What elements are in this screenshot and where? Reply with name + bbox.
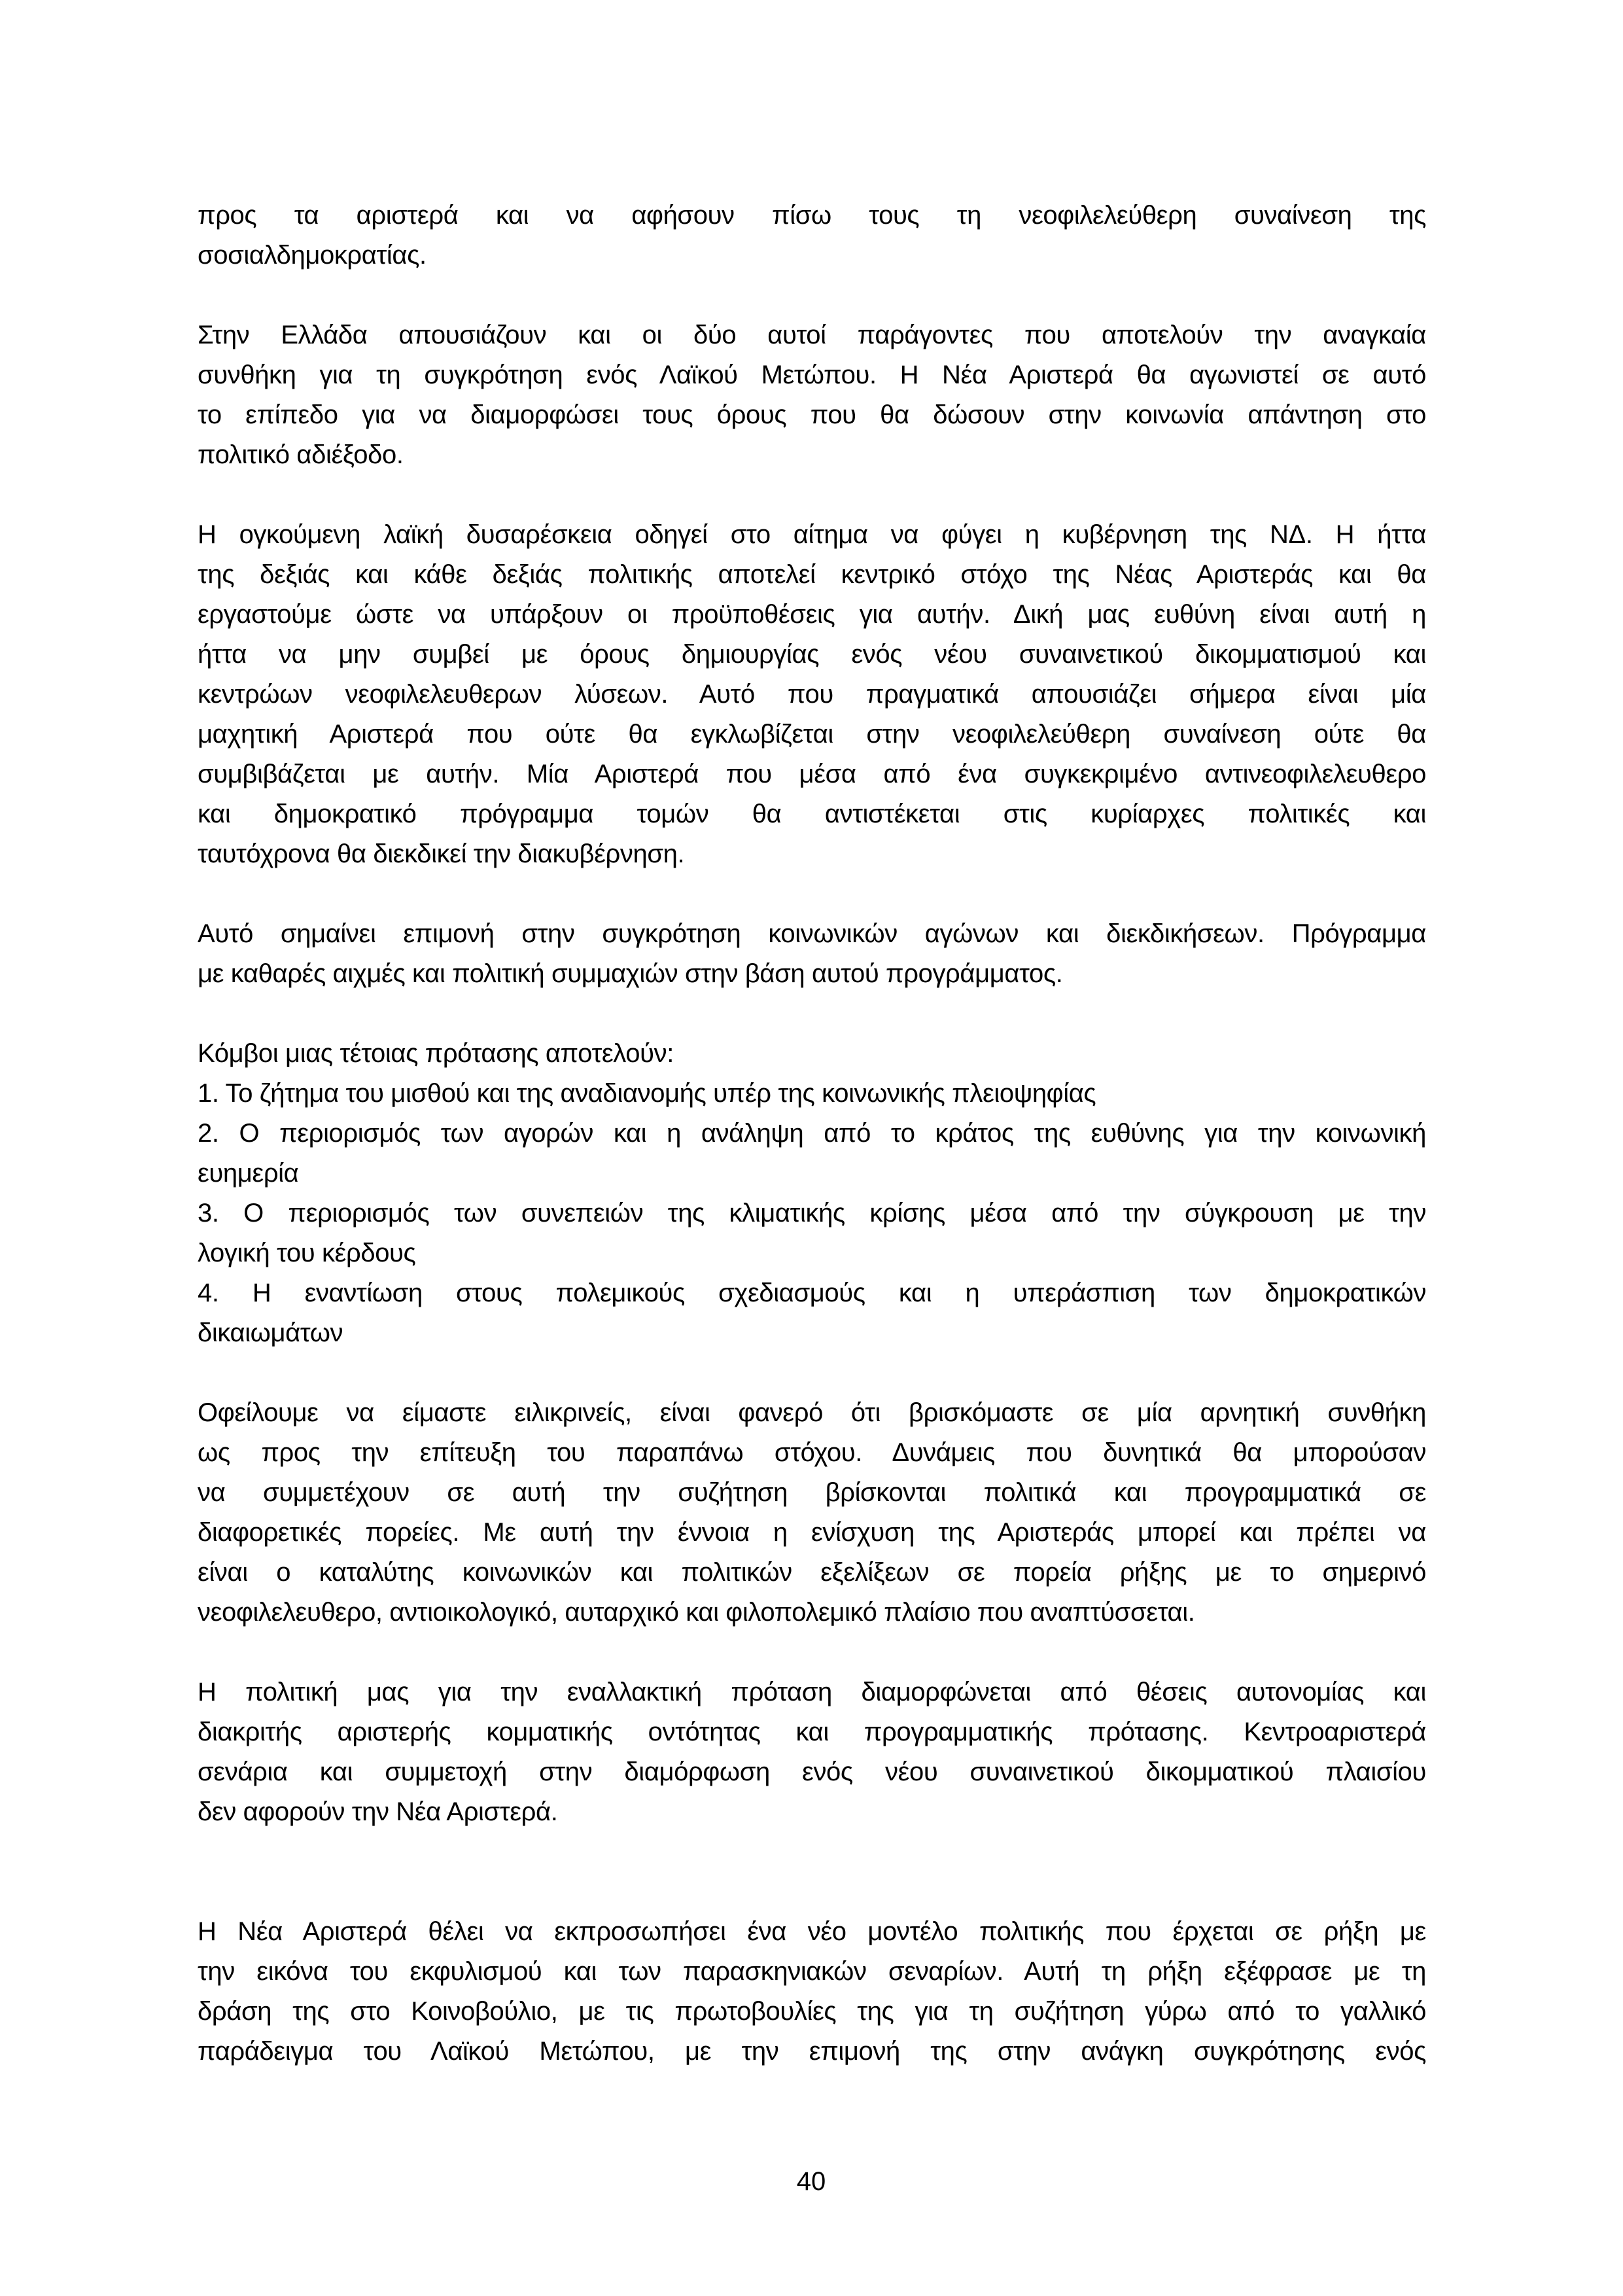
- text-line: είναι ο καταλύτης κοινωνικών και πολιτικών εξελίξεων σε πορεία ρήξης με το σημερινό: [198, 1558, 1426, 1587]
- text-line: και δημοκρατικό πρόγραμμα τομών θα αντιστέκεται στις κυρίαρχες πολιτικές και: [198, 800, 1426, 828]
- paragraph-honesty: [198, 1393, 1426, 1633]
- list-item-3-cont: λογική του κέρδους: [198, 1239, 416, 1267]
- paragraph-new-model: [198, 1912, 1426, 2072]
- text-line: Στην Ελλάδα απουσιάζουν και οι δύο αυτοί παράγοντες που αποτελούν την αναγκαία: [198, 321, 1426, 349]
- text-line: εργαστούμε ώστε να υπάρξουν οι προϋποθέσεις για αυτήν. Δική μας ευθύνη είναι αυτή η: [198, 600, 1426, 629]
- text-line: Η ογκούμενη λαϊκή δυσαρέσκεια οδηγεί στο αίτημα να φύγει η κυβέρνηση της ΝΔ. Η ήττα: [198, 520, 1426, 549]
- paragraph-spacer-double: [198, 1832, 1426, 1912]
- text-line: με καθαρές αιχμές και πολιτική συμμαχιών στην βάση αυτού προγράμματος.: [198, 959, 1063, 988]
- text-line: σενάρια και συμμετοχή στην διαμόρφωση ενός νέου συναινετικού δικομματικού πλαισίου: [198, 1757, 1426, 1786]
- body-text: [198, 196, 1426, 2072]
- list-item-4: 4. Η εναντίωση στους πολεμικούς σχεδιασμούς και η υπεράσπιση των δημοκρατικών: [198, 1279, 1426, 1307]
- text-line: την εικόνα του εκφυλισμού και των παρασκηνιακών σεναρίων. Αυτή τη ρήξη εξέφρασε με τη: [198, 1957, 1426, 1986]
- list-intro: Κόμβοι μιας τέτοιας πρότασης αποτελούν:: [198, 1039, 674, 1068]
- text-line: Η πολιτική μας για την εναλλακτική πρόταση διαμορφώνεται από θέσεις αυτονομίας και: [198, 1678, 1426, 1706]
- paragraph-spacer: [198, 475, 1426, 515]
- text-line: διαφορετικές πορείες. Με αυτή την έννοια η ενίσχυση της Αριστεράς μπορεί και πρέπει να: [198, 1518, 1426, 1547]
- paragraph-discontent: [198, 515, 1426, 874]
- list-item-1: 1. Το ζήτημα του μισθού και της αναδιανομής υπέρ της κοινωνικής πλειοψηφίας: [198, 1079, 1096, 1108]
- list-item-2-cont: ευημερία: [198, 1159, 299, 1188]
- text-line: δράση της στο Κοινοβούλιο, με τις πρωτοβουλίες της για τη συζήτηση γύρω από το γαλλικό: [198, 1997, 1426, 2026]
- paragraph-social-democracy: [198, 196, 1426, 275]
- paragraph-alternative-proposal: [198, 1672, 1426, 1832]
- page-number: 40: [796, 2167, 826, 2196]
- list-item-4-cont: δικαιωμάτων: [198, 1318, 343, 1347]
- text-line: προς τα αριστερά και να αφήσουν πίσω τους τη νεοφιλελεύθερη συναίνεση της: [198, 201, 1426, 230]
- paragraph-spacer: [198, 1633, 1426, 1672]
- paragraph-greece-popular-front: [198, 315, 1426, 475]
- list-item-2: 2. Ο περιορισμός των αγορών και η ανάληψη από το κράτος της ευθύνης για την κοινωνική: [198, 1119, 1426, 1148]
- text-line: μαχητική Αριστερά που ούτε θα εγκλωβίζεται στην νεοφιλελεύθερη συναίνεση ούτε θα: [198, 720, 1426, 749]
- text-line: το επίπεδο για να διαμορφώσει τους όρους που θα δώσουν στην κοινωνία απάντηση στο: [198, 400, 1426, 429]
- text-line: ήττα να μην συμβεί με όρους δημιουργίας ενός νέου συναινετικού δικομματισμού και: [198, 640, 1426, 669]
- paragraph-spacer: [198, 874, 1426, 914]
- paragraph-persistence: [198, 914, 1426, 994]
- text-line: ως προς την επίτευξη του παραπάνω στόχου. Δυνάμεις που δυνητικά θα μπορούσαν: [198, 1438, 1426, 1467]
- text-line: νεοφιλελευθερο, αντιοικολογικό, αυταρχικό και φιλοπολεμικό πλαίσιο που αναπτύσσεται.: [198, 1598, 1195, 1627]
- text-line: Αυτό σημαίνει επιμονή στην συγκρότηση κοινωνικών αγώνων και διεκδικήσεων. Πρόγραμμα: [198, 919, 1426, 948]
- numbered-list-key-points: [198, 1034, 1426, 1353]
- text-line: δεν αφορούν την Νέα Αριστερά.: [198, 1797, 558, 1826]
- text-line: Η Νέα Αριστερά θέλει να εκπροσωπήσει ένα νέο μοντέλο πολιτικής που έρχεται σε ρήξη με: [198, 1917, 1426, 1946]
- text-line: Οφείλουμε να είμαστε ειλικρινείς, είναι φανερό ότι βρισκόμαστε σε μία αρνητική συνθήκη: [198, 1398, 1426, 1427]
- paragraph-spacer: [198, 994, 1426, 1034]
- text-line: συνθήκη για τη συγκρότηση ενός Λαϊκού Μετώπου. Η Νέα Αριστερά θα αγωνιστεί σε αυτό: [198, 361, 1426, 389]
- text-line: παράδειγμα του Λαϊκού Μετώπου, με την επιμονή της στην ανάγκη συγκρότησης ενός: [198, 2037, 1426, 2066]
- text-line: συμβιβάζεται με αυτήν. Μία Αριστερά που μέσα από ένα συγκεκριμένο αντινεοφιλελευθερο: [198, 760, 1426, 788]
- text-line: της δεξιάς και κάθε δεξιάς πολιτικής αποτελεί κεντρικό στόχο της Νέας Αριστεράς και θα: [198, 560, 1426, 589]
- paragraph-spacer: [198, 275, 1426, 315]
- text-line: κεντρώων νεοφιλελευθερων λύσεων. Αυτό που πραγματικά απουσιάζει σήμερα είναι μία: [198, 680, 1426, 709]
- text-line: ταυτόχρονα θα διεκδικεί την διακυβέρνηση.: [198, 839, 685, 868]
- text-line: διακριτής αριστερής κομματικής οντότητας και προγραμματικής πρότασης. Κεντροαριστερά: [198, 1718, 1426, 1746]
- text-line: να συμμετέχουν σε αυτή την συζήτηση βρίσκονται πολιτικά και προγραμματικά σε: [198, 1478, 1426, 1507]
- list-item-3: 3. Ο περιορισμός των συνεπειών της κλιματικής κρίσης μέσα από την σύγκρουση με την: [198, 1199, 1426, 1227]
- text-line: σοσιαλδημοκρατίας.: [198, 241, 427, 270]
- text-line: πολιτικό αδιέξοδο.: [198, 440, 404, 469]
- paragraph-spacer: [198, 1353, 1426, 1393]
